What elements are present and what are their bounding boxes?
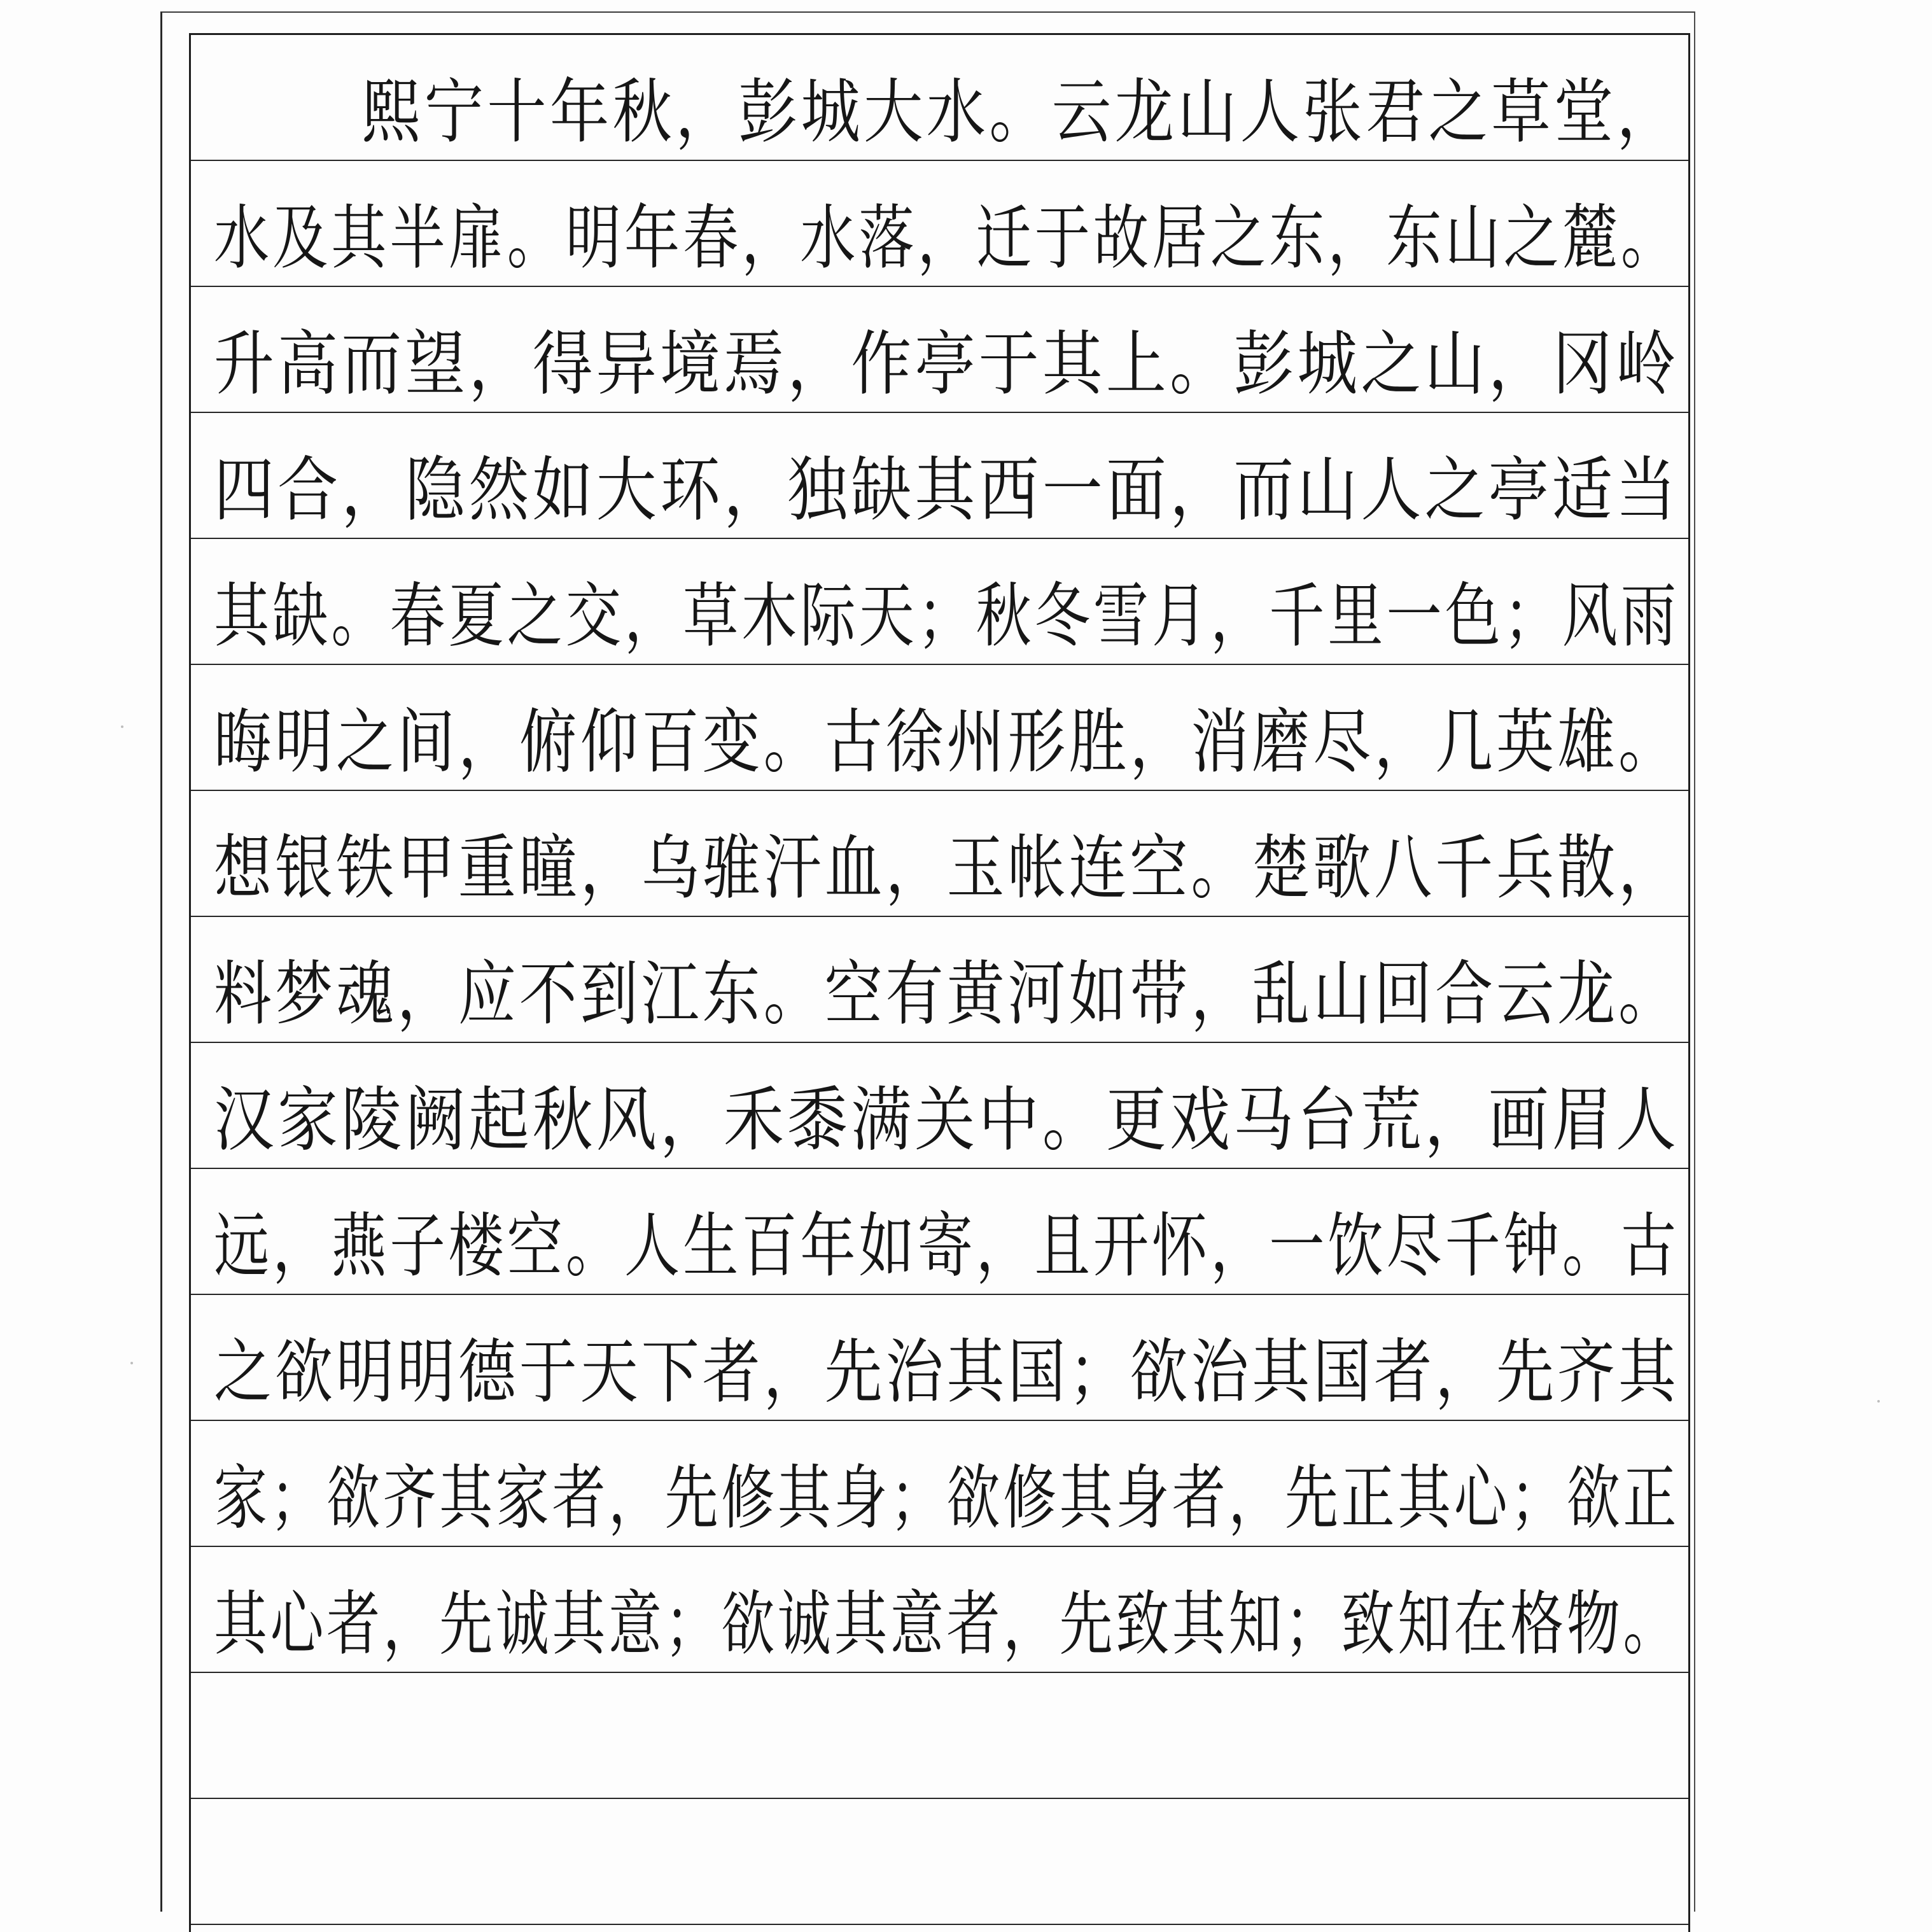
ruled-line-15 [191,1799,1688,1925]
ruled-line-13 [191,1547,1688,1673]
handwritten-line: 其心者，先诚其意；欲诚其意者，先致其知；致知在格物。 [214,1583,1679,1665]
ruled-line-14 [191,1673,1688,1799]
ruled-line-12 [191,1421,1688,1547]
ruled-line-4 [191,413,1688,539]
ruled-line-7 [191,791,1688,917]
handwritten-line: 水及其半扉。明年春，水落，迁于故居之东，东山之麓。 [214,197,1679,279]
handwritten-line: 想银铁甲重瞳，乌骓汗血，玉帐连空。楚歌八千兵散， [214,827,1679,909]
handwritten-line: 汉家陵阙起秋风，禾黍满关中。更戏马台荒，画眉人 [214,1079,1679,1161]
handwritten-line: 其缺。春夏之交，草木际天；秋冬雪月，千里一色；风雨 [214,575,1679,657]
ruled-line-9 [191,1043,1688,1169]
handwritten-line: 晦明之间，俯仰百变。古徐州形胜，消磨尽，几英雄。 [214,701,1679,783]
scan-speck [121,725,123,728]
ruled-writing-sheet [189,33,1690,1932]
handwritten-line: 升高而望，得异境焉，作亭于其上。彭城之山，冈岭 [214,323,1679,405]
handwritten-line: 四合，隐然如大环，独缺其西一面，而山人之亭适当 [214,449,1679,531]
ruled-line-8 [191,917,1688,1043]
handwritten-line: 之欲明明德于天下者，先治其国；欲治其国者，先齐其 [214,1331,1679,1413]
ruled-line-5 [191,539,1688,665]
handwritten-line: 家；欲齐其家者，先修其身；欲修其身者，先正其心；欲正 [214,1457,1679,1539]
scan-speck [130,1362,133,1364]
ruled-line-3 [191,287,1688,413]
handwritten-line: 料梦魂，应不到江东。空有黄河如带，乱山回合云龙。 [214,953,1679,1035]
handwritten-line: 熙宁十年秋，彭城大水。云龙山人张君之草堂， [361,71,1679,153]
ruled-line-6 [191,665,1688,791]
ruled-line-10 [191,1169,1688,1295]
ruled-line-2 [191,161,1688,287]
ruled-line-1 [191,35,1688,161]
scan-speck [1877,1400,1880,1403]
ruled-line-11 [191,1295,1688,1421]
handwritten-line: 远，燕子楼空。人生百年如寄，且开怀，一饮尽千钟。古 [214,1205,1679,1287]
